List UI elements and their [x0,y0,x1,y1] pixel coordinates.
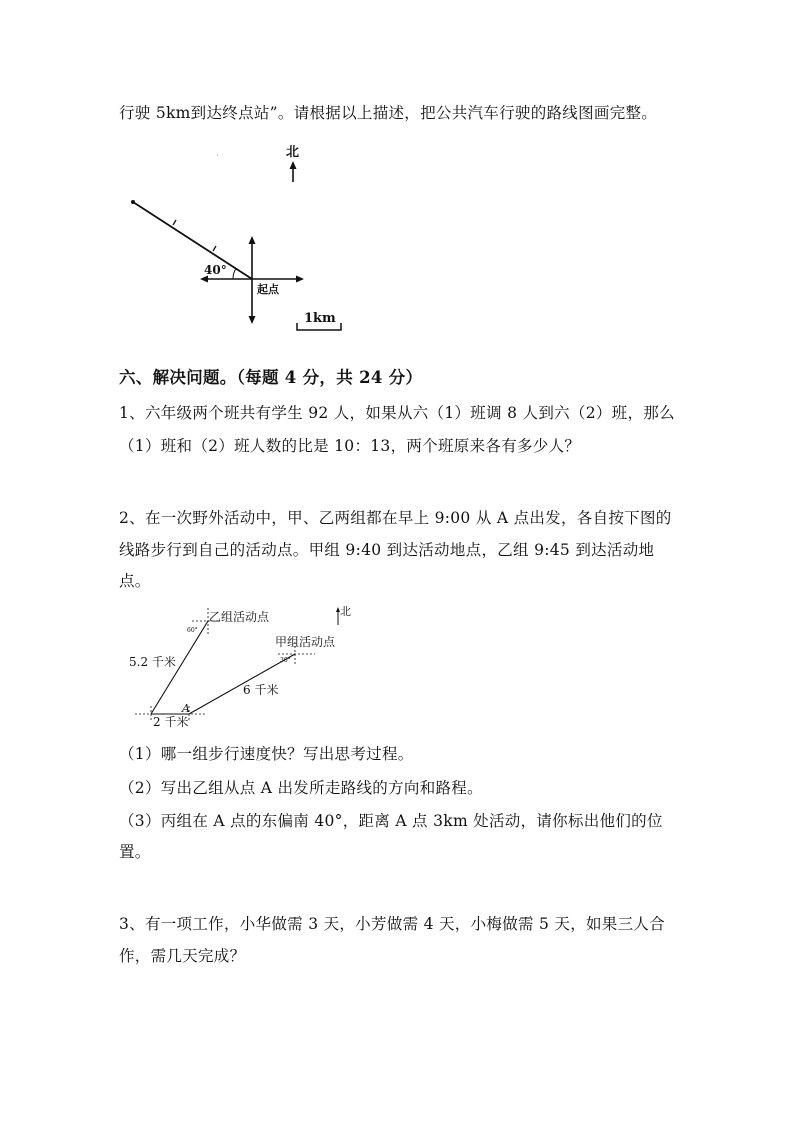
dist-bottom-label: 2 千米 [153,715,189,729]
q2-line-1: 2、在一次野外活动中，甲、乙两组都在早上 9:00 从 A 点出发，各自按下图的 [119,509,672,527]
yi-angle-label: 60° [187,627,198,634]
jia-angle-label: 30° [280,657,291,664]
intro-line: 行驶 5km到达终点站”。请根据以上描述，把公共汽车行驶的路线图画完整。 [119,104,658,122]
north-label: 北 [286,145,300,160]
q2-sub-1: （1）哪一组步行速度快？写出思考过程。 [119,745,414,763]
q3-line-2: 作，需几天完成？ [119,947,246,965]
q1-line-1: 1、六年级两个班共有学生 92 人，如果从六（1）班调 8 人到六（2）班，那么 [119,404,675,422]
activity-route-diagram [125,602,365,732]
bus-route-diagram [120,140,360,340]
down-arrowhead-icon [249,316,256,324]
route-segment [133,202,252,279]
q2-line-3: 点。 [119,572,151,590]
route-endpoint [131,200,135,204]
north-arrowhead-icon [290,161,297,169]
dist-right-label: 6 千米 [243,683,279,697]
route-tick-1 [173,220,176,225]
route-tick-2 [213,246,216,251]
jia-point-label: 甲组活动点 [275,635,336,649]
q3-line-1: 3、有一项工作，小华做需 3 天，小芳做需 4 天，小梅做需 5 天，如果三人合 [119,915,666,933]
north-label-2: 北 [340,605,351,618]
up-arrowhead-icon [249,236,256,244]
q2-sub-3-line-1: （3）丙组在 A 点的东偏南 40°，距离 A 点 3km 处活动，请你标出他们的位 [119,812,663,830]
angle-label: 40° [204,263,227,277]
yi-point-label: 乙组活动点 [209,610,270,624]
jia-route-segment [189,654,295,714]
q2-sub-3-line-2: 置。 [119,843,151,861]
right-arrowhead-icon [296,276,304,283]
dist-left-label: 5.2 千米 [129,655,176,669]
scale-label: 1km [304,311,336,326]
point-a-label: A [182,702,190,715]
q1-line-2: （1）班和（2）班人数的比是 10：13，两个班原来各有多少人？ [119,437,581,455]
angle-arc [233,269,236,280]
section-heading: 六、解决问题。（每题 4 分，共 24 分） [119,368,423,387]
start-label: 起点 [257,283,279,296]
q2-line-2: 线路步行到自己的活动点。甲组 9:40 到达活动地点，乙组 9:45 到达活动地 [119,541,655,559]
q2-sub-2: （2）写出乙组从点 A 出发所走路线的方向和路程。 [119,779,483,797]
